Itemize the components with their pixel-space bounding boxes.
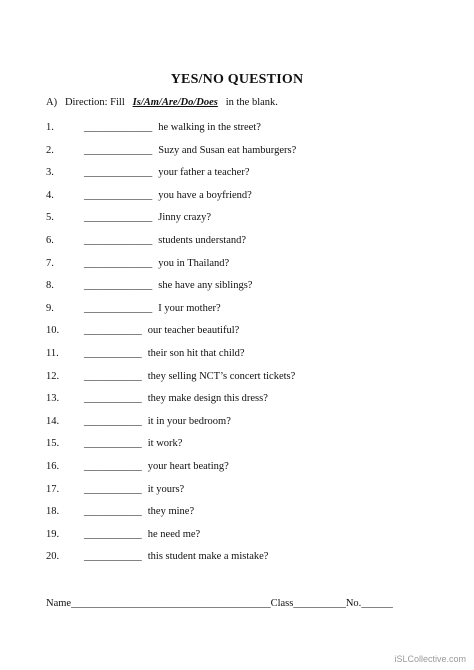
question-item: [46, 167, 446, 190]
question-number: 10.: [46, 325, 60, 337]
question-number: 7.: [46, 257, 54, 269]
answer-blank[interactable]: ___________: [84, 483, 142, 495]
question-item: [46, 461, 446, 484]
question-number: 8.: [46, 280, 54, 292]
question-text: your father a teacher?: [158, 167, 250, 179]
direction-line: [46, 97, 278, 108]
question-number: 20.: [46, 551, 60, 563]
question-text: they selling NCT’s concert tickets?: [147, 370, 296, 382]
question-item: [46, 303, 446, 326]
name-field[interactable]: ______________________________________: [71, 598, 271, 609]
question-item: [46, 235, 446, 258]
name-label: Name: [46, 598, 72, 609]
question-text: this student make a mistake?: [147, 551, 269, 563]
answer-blank[interactable]: ___________: [84, 460, 142, 472]
answer-blank[interactable]: _____________: [84, 212, 153, 224]
section-label: A): [46, 97, 58, 108]
question-text: he walking in the street?: [158, 122, 261, 133]
question-number: 5.: [46, 212, 54, 224]
question-text: their son hit that child?: [147, 347, 245, 359]
question-number: 12.: [46, 370, 60, 382]
question-item: [46, 122, 446, 145]
question-text: our teacher beautiful?: [147, 325, 240, 337]
direction-suffix: in the blank.: [225, 97, 278, 108]
question-item: [46, 258, 446, 281]
question-item: [46, 484, 446, 507]
number-label: No.: [345, 598, 362, 609]
question-number: 13.: [46, 393, 60, 405]
question-item: [46, 551, 446, 574]
answer-blank[interactable]: _____________: [84, 257, 153, 269]
answer-blank[interactable]: ___________: [84, 370, 142, 382]
question-number: 16.: [46, 460, 60, 472]
question-item: [46, 371, 446, 394]
answer-blank[interactable]: ___________: [84, 415, 142, 427]
question-number: 9.: [46, 302, 54, 314]
question-number: 19.: [46, 528, 60, 540]
question-text: it work?: [147, 438, 183, 450]
answer-blank[interactable]: _____________: [84, 167, 153, 179]
question-number: 11.: [46, 347, 59, 359]
answer-blank[interactable]: ___________: [84, 551, 142, 563]
question-item: [46, 145, 446, 168]
question-number: 2.: [46, 144, 54, 156]
answer-blank[interactable]: _____________: [84, 122, 153, 133]
class-field[interactable]: __________: [293, 598, 346, 609]
answer-blank[interactable]: ___________: [84, 506, 142, 518]
question-item: [46, 529, 446, 552]
answer-blank[interactable]: _____________: [84, 144, 153, 156]
answer-blank[interactable]: _____________: [84, 302, 153, 314]
fill-words: Is/Am/Are/Do/Does: [132, 97, 218, 108]
question-text: he need me?: [147, 528, 201, 540]
question-item: [46, 393, 446, 416]
direction-prefix: Direction: Fill: [64, 97, 125, 108]
question-text: students understand?: [158, 234, 247, 246]
question-text: Jinny crazy?: [158, 212, 212, 224]
question-number: 3.: [46, 167, 54, 179]
question-number: 6.: [46, 234, 54, 246]
question-item: [46, 190, 446, 213]
question-text: you in Thailand?: [158, 257, 230, 269]
question-text: they make design this dress?: [147, 393, 268, 405]
question-item: [46, 280, 446, 303]
question-text: you have a boyfriend?: [158, 189, 252, 201]
answer-blank[interactable]: _____________: [84, 234, 153, 246]
question-number: 18.: [46, 506, 60, 518]
student-info-line: [46, 598, 393, 609]
answer-blank[interactable]: _____________: [84, 189, 153, 201]
question-list: [46, 122, 446, 574]
question-item: [46, 506, 446, 529]
answer-blank[interactable]: ___________: [84, 393, 142, 405]
question-item: [46, 325, 446, 348]
question-text: they mine?: [147, 506, 195, 518]
question-text: your heart beating?: [147, 460, 229, 472]
question-text: I your mother?: [158, 302, 221, 314]
watermark-logo: iSLCollective.com: [394, 654, 466, 664]
answer-blank[interactable]: _____________: [84, 280, 153, 292]
question-text: it yours?: [147, 483, 185, 495]
question-item: [46, 212, 446, 235]
question-text: she have any siblings?: [158, 280, 253, 292]
class-label: Class: [270, 598, 294, 609]
answer-blank[interactable]: ___________: [84, 528, 142, 540]
question-number: 17.: [46, 483, 60, 495]
question-number: 1.: [46, 122, 54, 133]
question-item: [46, 438, 446, 461]
question-number: 14.: [46, 415, 60, 427]
question-number: 15.: [46, 438, 60, 450]
question-text: it in your bedroom?: [147, 415, 231, 427]
question-item: [46, 416, 446, 439]
answer-blank[interactable]: ___________: [84, 438, 142, 450]
question-item: [46, 348, 446, 371]
number-field[interactable]: ______: [361, 598, 393, 609]
answer-blank[interactable]: ___________: [84, 325, 142, 337]
answer-blank[interactable]: ___________: [84, 347, 142, 359]
worksheet-title: YES/NO QUESTION: [170, 72, 304, 87]
question-number: 4.: [46, 189, 54, 201]
question-text: Suzy and Susan eat hamburgers?: [158, 144, 297, 156]
